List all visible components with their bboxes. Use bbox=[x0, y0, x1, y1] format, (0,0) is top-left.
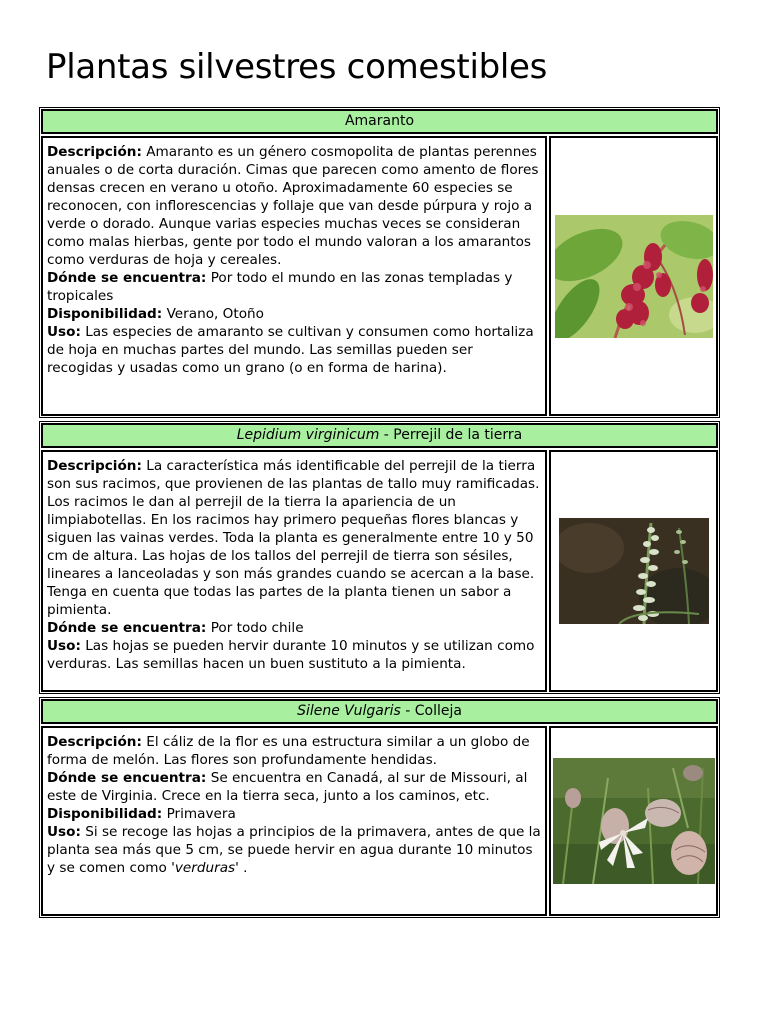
plant-common-name: Perrejil de la tierra bbox=[393, 427, 523, 443]
header-separator: - bbox=[400, 703, 415, 719]
location-text: Se encuentra en Canadá, al sur de Missouri, al este de Virginia. Crece en la tierra seca, junto a los caminos, etc. bbox=[47, 770, 528, 804]
location-text: Por todo el mundo en las zonas templadas y tropicales bbox=[47, 270, 513, 304]
use-label: Uso: bbox=[47, 824, 81, 840]
plant-latin-name: Silene Vulgaris bbox=[297, 703, 401, 719]
plant-common-name: Amaranto bbox=[344, 113, 415, 129]
availability-text: Verano, Otoño bbox=[166, 306, 264, 322]
plant-image-cell bbox=[549, 726, 718, 916]
description-label: Descripción: bbox=[47, 458, 142, 474]
plant-image-cell bbox=[549, 136, 718, 416]
availability-text: Primavera bbox=[166, 806, 236, 822]
plant-info bbox=[41, 450, 547, 692]
plant-card-header bbox=[41, 423, 718, 448]
plant-image-cell bbox=[549, 450, 718, 692]
description-text: El cáliz de la flor es una estructura similar a un globo de forma de melón. Las flores son profundamente hendidas. bbox=[47, 734, 530, 768]
use-label: Uso: bbox=[47, 324, 81, 340]
plant-info bbox=[41, 136, 547, 416]
plant-card-lepidium bbox=[39, 421, 720, 694]
plant-info bbox=[41, 726, 547, 916]
plant-common-name: Colleja bbox=[414, 703, 462, 719]
use-text: Si se recoge las hojas a principios de la primavera, antes de que la planta sea más que 5 cm, se puede hervir en agua durante 10 minutos y se comen como ' bbox=[47, 824, 541, 876]
location-label: Dónde se encuentra: bbox=[47, 270, 207, 286]
use-emphasis: verduras bbox=[174, 860, 236, 876]
lepidium-photo bbox=[559, 518, 709, 624]
location-text: Por todo chile bbox=[210, 620, 304, 636]
description-text: Amaranto es un género cosmopolita de plantas perennes anuales o de corta duración. Cimas que parecen como amento de flores densas crecen en verano u otoño. Aproximadamente 60 especies se reconocen, con inflorescencias y follaje que van desde púrpura y rojo a verde o dorado. Aunque varias especies muchas veces se consideran como malas hierbas, gente por todo el mundo valoran a los amarantos como verduras de hoja y cereales. bbox=[47, 144, 539, 268]
header-separator: - bbox=[379, 427, 394, 443]
use-text-end: ' . bbox=[235, 860, 248, 876]
use-label: Uso: bbox=[47, 638, 81, 654]
description-label: Descripción: bbox=[47, 144, 142, 160]
page-title: Plantas silvestres comestibles bbox=[46, 47, 548, 87]
silene-photo bbox=[553, 758, 715, 884]
amaranth-photo bbox=[555, 215, 713, 338]
use-text: Las especies de amaranto se cultivan y consumen como hortaliza de hoja en muchas partes del mundo. Las semillas pueden ser recogidas y usadas como un grano (o en forma de harina). bbox=[47, 324, 534, 376]
description-label: Descripción: bbox=[47, 734, 142, 750]
availability-label: Disponibilidad: bbox=[47, 806, 163, 822]
plant-card-amaranto bbox=[39, 107, 720, 418]
description-text: La característica más identificable del perrejil de la tierra son sus racimos, que provienen de las plantas de tallo muy ramificadas. Los racimos le dan al perrejil de la tierra la apariencia de un limpiabotellas. En los racimos hay primero pequeñas flores blancas y siguen las vainas verdes. Toda la planta es generalmente entre 10 y 50 cm de altura. Las hojas de los tallos del perrejil de tierra son sésiles, lineares a lanceoladas y son más grandes cuando se acercan a la base. Tenga en cuenta que todas las partes de la planta tienen un sabor a pimienta. bbox=[47, 458, 540, 618]
location-label: Dónde se encuentra: bbox=[47, 770, 207, 786]
availability-label: Disponibilidad: bbox=[47, 306, 163, 322]
use-text: Las hojas se pueden hervir durante 10 minutos y se utilizan como verduras. Las semillas hacen un buen sustituto a la pimienta. bbox=[47, 638, 535, 672]
plant-latin-name: Lepidium virginicum bbox=[236, 427, 380, 443]
plant-card-header bbox=[41, 109, 718, 134]
location-label: Dónde se encuentra: bbox=[47, 620, 207, 636]
plant-card-silene bbox=[39, 697, 720, 918]
plant-card-header bbox=[41, 699, 718, 724]
